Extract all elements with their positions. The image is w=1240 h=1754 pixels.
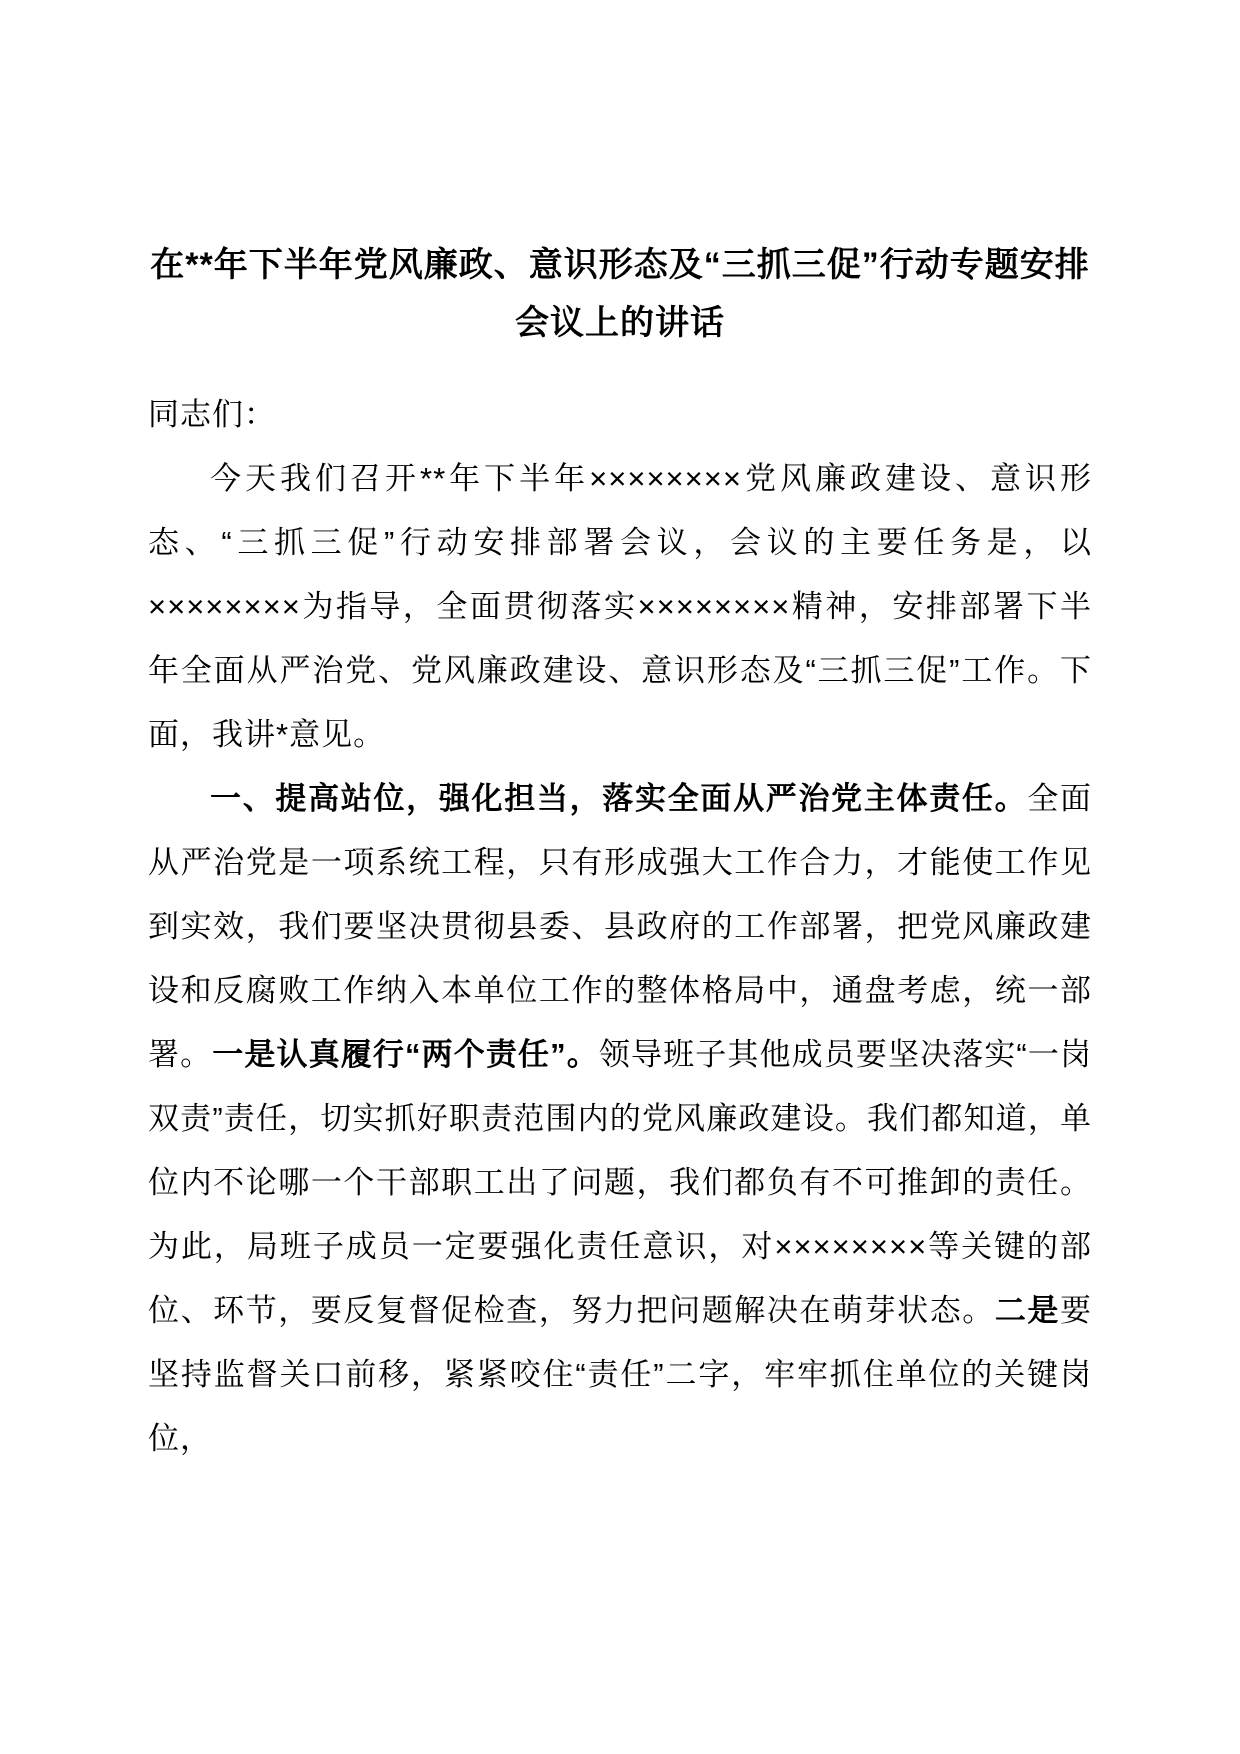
paragraph: [148, 383, 1092, 447]
text-run: 要坚持监督关口前移，紧紧咬住“责任”二字，牢牢抓住单位的关键岗位，: [148, 1292, 1093, 1456]
bold-text-run: 一、提高站位，强化担当，落实全面从严治党主体责任。: [210, 780, 1028, 816]
text-run: 全面从严治党是一项系统工程，只有形成强大工作合力，才能使工作见到实效，我们要坚决贯彻县委、县政府的工作部署，把党风廉政建设和反腐败工作纳入本单位工作的整体格局中，通盘考虑，统一部署。: [148, 780, 1093, 1072]
paragraph: [148, 767, 1092, 1471]
document-title: 在**年下半年党风廉政、意识形态及“三抓三促”行动专题安排会议上的讲话: [150, 246, 1090, 343]
text-run: 同志们：: [148, 396, 276, 432]
document-body: [148, 383, 1092, 1471]
text-run: 今天我们召开**年下半年××××××××党风廉政建设、意识形态、“三抓三促”行动安排部署会议，会议的主要任务是，以××××××××为指导，全面贯彻落实××××××××精神，安排部署下半年全面从严治党、党风廉政建设、意识形态及“三抓三促”工作。下面，我讲*意见。: [148, 460, 1092, 752]
text-run: 领导班子其他成员要坚决落实“一岗双责”责任，切实抓好职责范围内的党风廉政建设。我们都知道，单位内不论哪一个干部职工出了问题，我们都负有不可推卸的责任。为此，局班子成员一定要强化责任意识，对××××××××等关键的部位、环节，要反复督促检查，努力把问题解决在萌芽状态。: [148, 1036, 1093, 1328]
bold-text-run: 二是: [994, 1292, 1061, 1328]
paragraph: [148, 447, 1092, 767]
bold-text-run: 一是认真履行“两个责任”。: [212, 1036, 599, 1072]
